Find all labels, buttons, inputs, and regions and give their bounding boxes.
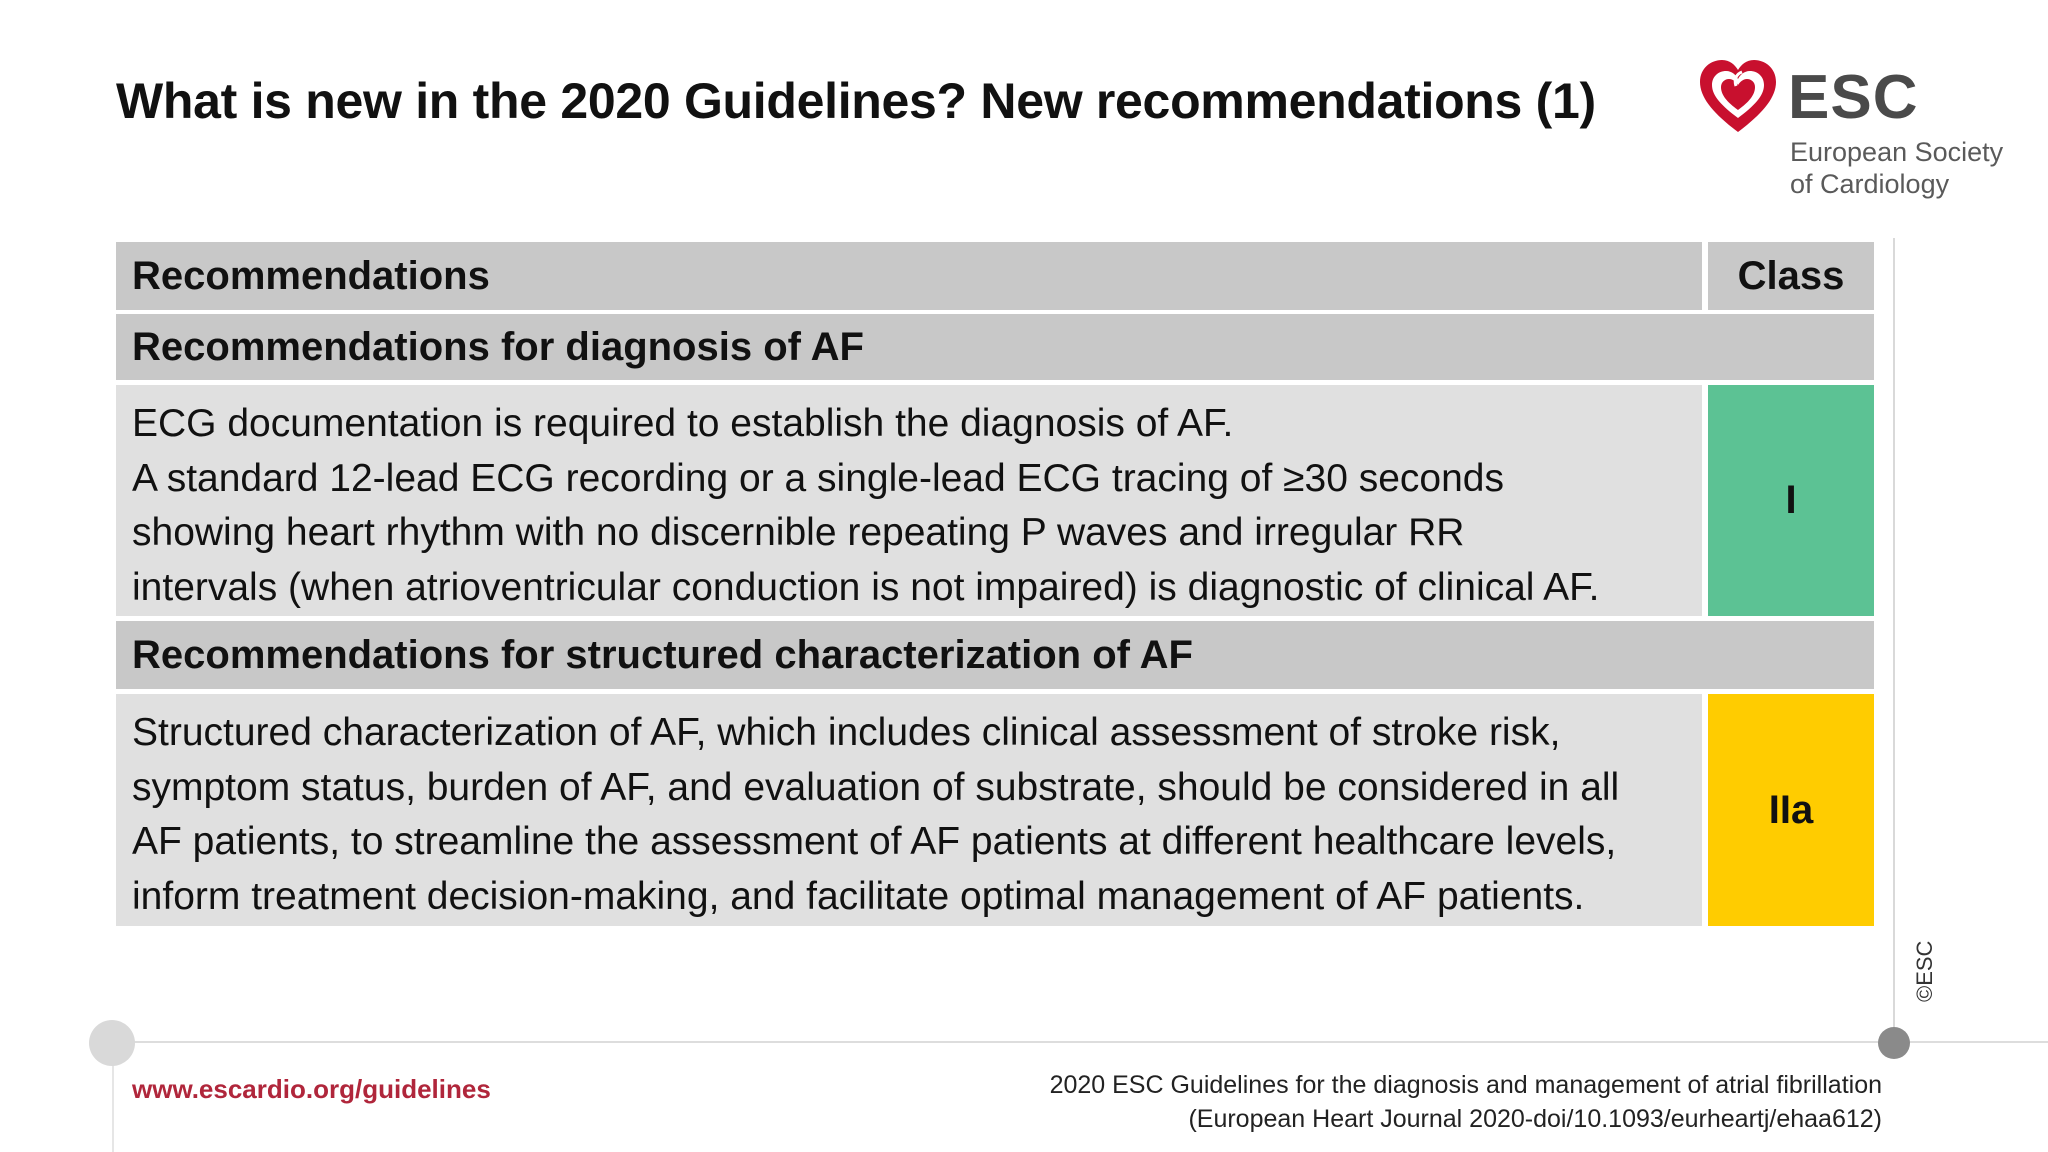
header-class: Class [1708,242,1874,310]
logo-subtitle-line-1: European Society [1790,137,2004,167]
class-badge-I: I [1708,385,1874,616]
footer-guidelines-link[interactable]: www.escardio.org/guidelines [132,1074,491,1104]
heart-logo-icon [1696,56,1780,140]
footer-reference-line-1: 2020 ESC Guidelines for the diagnosis and management of atrial fibrillation [1049,1071,1882,1099]
section-title-characterization: Recommendations for structured characterization of AF [116,621,1874,689]
recommendation-line: symptom status, burden of AF, and evaluation of substrate, should be considered in all [132,765,1620,809]
recommendation-line: AF patients, to streamline the assessment of AF patients at different healthcare levels, [132,820,1617,863]
esc-logo [1696,56,2036,206]
footer-divider [116,1041,2048,1043]
footer-reference-line-2: (European Heart Journal 2020-doi/10.1093/eurheartj/ehaa612) [1188,1105,1882,1133]
header-recommendations: Recommendations [116,242,1702,310]
recommendation-text-diagnosis [116,385,1702,616]
slide-title: What is new in the 2020 Guidelines? New recommendations (1) [116,73,1596,129]
footer-reference [1050,1068,1882,1136]
section-title-diagnosis: Recommendations for diagnosis of AF [116,314,1874,380]
recommendation-line: ECG documentation is required to establish the diagnosis of AF. [132,402,1234,445]
logo-wordmark: ESC [1788,63,1919,132]
recommendation-line: showing heart rhythm with no discernible repeating P waves and irregular RR [132,511,1465,554]
recommendation-line: inform treatment decision-making, and facilitate optimal management of AF patients. [132,874,1585,918]
footer-dot-right [1878,1027,1910,1059]
logo-subtitle-line-2: of Cardiology [1790,169,1950,199]
footer-dot-left [89,1020,135,1066]
logo-subtitle [1790,136,2003,200]
recommendation-line: intervals (when atrioventricular conduction is not impaired) is diagnostic of clinical AF. [132,565,1600,609]
recommendation-text-characterization [116,694,1702,926]
class-badge-IIa: IIa [1708,694,1874,926]
copyright-label: ©ESC [1912,940,1937,1002]
recommendation-line: Structured characterization of AF, which includes clinical assessment of stroke risk, [132,711,1561,754]
side-divider [1893,238,1895,1044]
recommendation-line: A standard 12-lead ECG recording or a single-lead ECG tracing of ≥30 seconds [132,456,1504,500]
